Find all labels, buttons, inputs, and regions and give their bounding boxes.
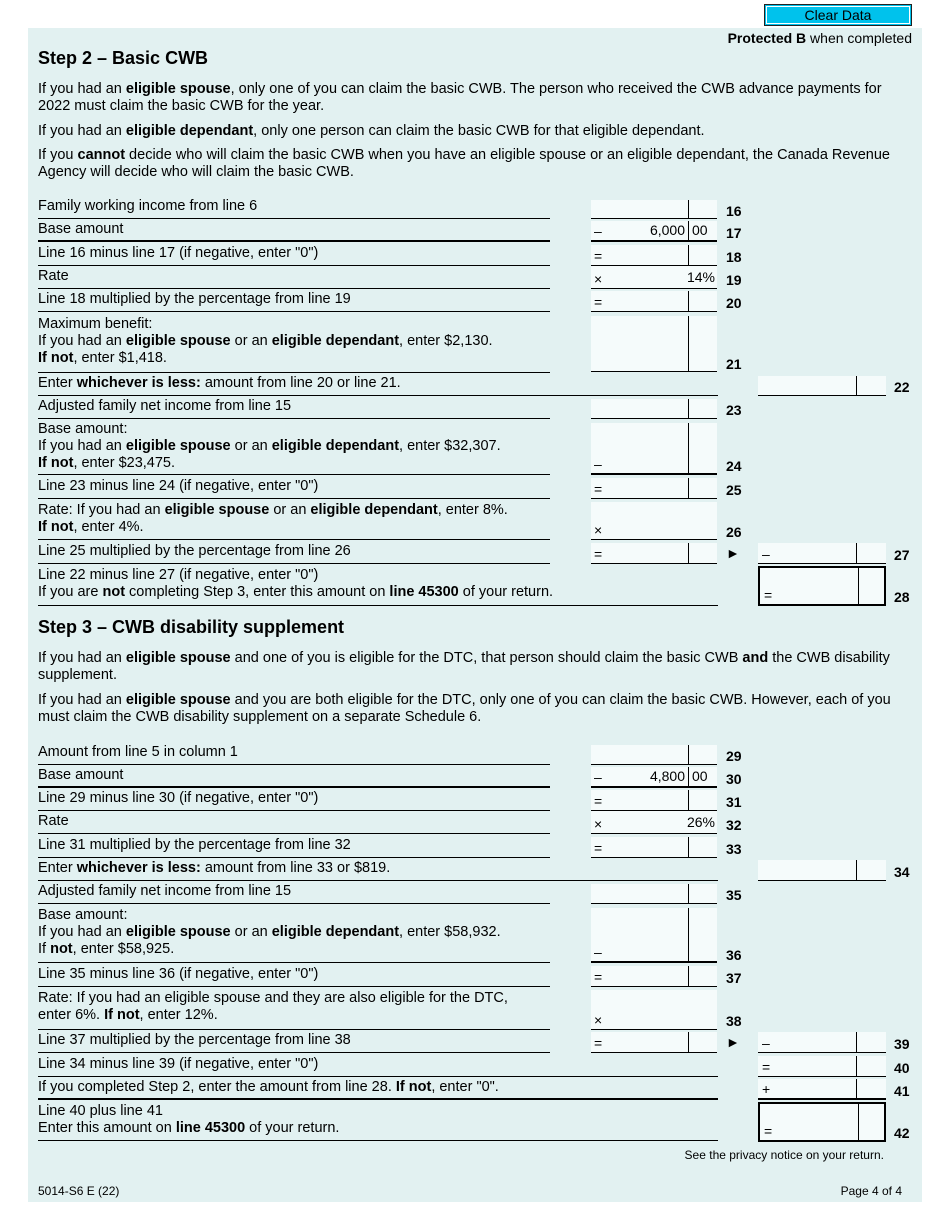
line-33-label: Line 31 multiplied by the percentage from line 32	[38, 837, 550, 858]
line-22-field	[758, 376, 886, 396]
line-27-number: 27	[894, 547, 910, 563]
line-26-label: Rate: If you had an eligible spouse or an eligible dependant, enter 8%. If not, enter 4%.	[38, 502, 550, 540]
minus-sign: –	[594, 223, 602, 239]
line-18-input[interactable]	[611, 247, 685, 263]
line-19-field	[591, 266, 717, 289]
page-number: Page 4 of 4	[840, 1184, 902, 1198]
line-21-field	[591, 316, 717, 372]
privacy-notice: See the privacy notice on your return.	[684, 1148, 884, 1162]
line-32-rate: 26%	[686, 814, 715, 830]
line-40-label: Line 34 minus line 39 (if negative, enter "0")	[38, 1056, 718, 1077]
form-id: 5014-S6 E (22)	[38, 1184, 120, 1198]
minus-sign: –	[762, 546, 770, 562]
line-30-label: Base amount	[38, 767, 550, 788]
line-39-field	[591, 1032, 717, 1053]
step3-paragraph-1: If you had an eligible spouse and one of you is eligible for the DTC, that person should claim the basic CWB and the CWB disability supplement.	[38, 650, 890, 683]
line-37-number: 37	[726, 970, 742, 986]
line-28-number: 28	[894, 589, 910, 605]
protected-b-notice: Protected B when completed	[727, 30, 912, 46]
line-29-label: Amount from line 5 in column 1	[38, 744, 550, 765]
line-37-label: Line 35 minus line 36 (if negative, enter "0")	[38, 966, 550, 987]
line-36-field	[591, 908, 717, 963]
line-27-field	[591, 543, 717, 564]
line-39-label: Line 37 multiplied by the percentage from line 38	[38, 1032, 550, 1053]
line-31-field	[591, 790, 717, 811]
line-37-field	[591, 966, 717, 987]
equals-sign: =	[594, 793, 603, 809]
line-33-input[interactable]	[611, 839, 685, 855]
line-38-label: Rate: If you had an eligible spouse and they are also eligible for the DTC, enter 6%. If not, enter 12%.	[38, 990, 550, 1030]
line-35-label: Adjusted family net income from line 15	[38, 883, 550, 904]
minus-sign: –	[762, 1035, 770, 1051]
line-26-field	[591, 502, 717, 540]
step2-paragraph-3: If you cannot decide who will claim the basic CWB when you have an eligible spouse or an eligible dependant, the Canada Revenue Agency will decide who will claim the basic CWB.	[38, 147, 890, 180]
line-19-number: 19	[726, 272, 742, 288]
line-34-input[interactable]	[778, 862, 854, 878]
line-23-number: 23	[726, 402, 742, 418]
line-33-field	[591, 837, 717, 858]
clear-data-button[interactable]: Clear Data	[764, 4, 912, 26]
line-27-right-field	[758, 543, 886, 564]
line-42-label: Line 40 plus line 41 Enter this amount on line 45300 of your return.	[38, 1103, 718, 1141]
line-38-input[interactable]	[611, 1011, 715, 1027]
equals-sign: =	[764, 1123, 773, 1139]
line-26-input[interactable]	[611, 521, 715, 537]
equals-sign: =	[762, 1059, 771, 1075]
line-27-right-input[interactable]	[778, 545, 854, 561]
line-19-rate: 14%	[686, 269, 715, 285]
line-41-input[interactable]	[778, 1080, 854, 1096]
step2-paragraph-2: If you had an eligible dependant, only one person can claim the basic CWB for that eligible dependant.	[38, 123, 705, 139]
line-22-label: Enter whichever is less: amount from line 20 or line 21.	[38, 375, 718, 396]
line-30-dollars: 4,800	[649, 768, 685, 784]
line-24-label: Base amount: If you had an eligible spouse or an eligible dependant, enter $32,307. If not, enter $23,475.	[38, 421, 550, 475]
line-40-input[interactable]	[778, 1058, 854, 1074]
multiply-sign: ×	[594, 1012, 603, 1028]
line-25-label: Line 23 minus line 24 (if negative, enter "0")	[38, 478, 550, 499]
line-23-label: Adjusted family net income from line 15	[38, 398, 550, 419]
line-29-number: 29	[726, 748, 742, 764]
line-21-number: 21	[726, 356, 742, 372]
line-17-label: Base amount	[38, 221, 550, 242]
line-27-label: Line 25 multiplied by the percentage from line 26	[38, 543, 550, 564]
line-39-input[interactable]	[611, 1034, 685, 1050]
line-24-field	[591, 423, 717, 475]
line-36-number: 36	[726, 947, 742, 963]
line-17-cents: 00	[692, 222, 708, 238]
equals-sign: =	[594, 969, 603, 985]
line-40-field	[758, 1056, 886, 1077]
line-21-input[interactable]	[611, 353, 685, 369]
line-20-input[interactable]	[611, 293, 685, 309]
line-41-field	[758, 1079, 886, 1100]
step3-title: Step 3 – CWB disability supplement	[38, 617, 345, 637]
line-30-number: 30	[726, 771, 742, 787]
equals-sign: =	[594, 481, 603, 497]
step2-paragraph-1: If you had an eligible spouse, only one of you can claim the basic CWB. The person who received the CWB advance payments for 2022 must claim the basic CWB for the year.	[38, 81, 882, 114]
equals-sign: =	[594, 248, 603, 264]
line-32-field	[591, 811, 717, 834]
line-41-number: 41	[894, 1083, 910, 1099]
line-18-field	[591, 245, 717, 266]
line-21-label: Maximum benefit: If you had an eligible spouse or an eligible dependant, enter $2,130. If not, enter $1,418.	[38, 316, 550, 373]
line-31-number: 31	[726, 794, 742, 810]
multiply-sign: ×	[594, 522, 603, 538]
equals-sign: =	[594, 1035, 603, 1051]
line-18-number: 18	[726, 249, 742, 265]
line-32-label: Rate	[38, 813, 550, 834]
line-16-field	[591, 200, 717, 219]
line-40-number: 40	[894, 1060, 910, 1076]
line-36-input[interactable]	[611, 943, 685, 959]
arrow-right-icon: ►	[726, 545, 740, 561]
line-29-field	[591, 745, 717, 765]
line-37-input[interactable]	[611, 968, 685, 984]
line-34-field	[758, 860, 886, 881]
line-34-label: Enter whichever is less: amount from line 33 or $819.	[38, 860, 718, 881]
line-20-number: 20	[726, 295, 742, 311]
line-39-right-field	[758, 1032, 886, 1053]
line-16-label: Family working income from line 6	[38, 198, 550, 219]
line-42-field	[758, 1102, 886, 1142]
line-20-label: Line 18 multiplied by the percentage from line 19	[38, 291, 550, 312]
line-42-number: 42	[894, 1125, 910, 1141]
line-25-number: 25	[726, 482, 742, 498]
line-30-cents: 00	[692, 768, 708, 784]
line-30-field	[591, 767, 717, 788]
line-20-field	[591, 291, 717, 312]
line-17-field	[591, 221, 717, 242]
minus-sign: –	[594, 944, 602, 960]
equals-sign: =	[594, 546, 603, 562]
plus-sign: +	[762, 1081, 771, 1097]
line-19-label: Rate	[38, 268, 550, 289]
line-17-number: 17	[726, 225, 742, 241]
line-39-number: 39	[894, 1036, 910, 1052]
equals-sign: =	[594, 294, 603, 310]
line-31-input[interactable]	[611, 792, 685, 808]
line-16-input[interactable]	[611, 200, 685, 216]
multiply-sign: ×	[594, 271, 603, 287]
line-23-field	[591, 399, 717, 419]
equals-sign: =	[764, 587, 773, 603]
line-28-input[interactable]	[780, 586, 852, 602]
multiply-sign: ×	[594, 816, 603, 832]
line-39-right-input[interactable]	[778, 1034, 854, 1050]
line-34-number: 34	[894, 864, 910, 880]
line-25-input[interactable]	[611, 480, 685, 496]
equals-sign: =	[594, 840, 603, 856]
line-36-label: Base amount: If you had an eligible spouse or an eligible dependant, enter $58,932. If not, enter $58,925.	[38, 907, 550, 963]
line-27-input[interactable]	[611, 545, 685, 561]
step2-title: Step 2 – Basic CWB	[38, 48, 209, 68]
line-26-number: 26	[726, 524, 742, 540]
line-24-input[interactable]	[611, 455, 685, 471]
line-28-label: Line 22 minus line 27 (if negative, enter "0") If you are not completing Step 3, enter this amount on line 45300 of your return.	[38, 567, 718, 606]
line-16-number: 16	[726, 203, 742, 219]
line-22-input[interactable]	[778, 377, 854, 393]
line-25-field	[591, 478, 717, 499]
line-41-label: If you completed Step 2, enter the amount from line 28. If not, enter "0".	[38, 1079, 718, 1100]
line-23-input[interactable]	[611, 400, 685, 416]
line-31-label: Line 29 minus line 30 (if negative, enter "0")	[38, 790, 550, 811]
line-33-number: 33	[726, 841, 742, 857]
line-42-input[interactable]	[780, 1122, 852, 1138]
minus-sign: –	[594, 769, 602, 785]
line-35-number: 35	[726, 887, 742, 903]
step3-paragraph-2: If you had an eligible spouse and you are both eligible for the DTC, only one of you can claim the basic CWB. However, each of you must claim the CWB disability supplement on a separate Schedule 6.	[38, 692, 891, 725]
minus-sign: –	[594, 456, 602, 472]
line-38-field	[591, 990, 717, 1030]
line-18-label: Line 16 minus line 17 (if negative, enter "0")	[38, 245, 550, 266]
line-32-number: 32	[726, 817, 742, 833]
line-38-number: 38	[726, 1013, 742, 1029]
line-17-dollars: 6,000	[649, 222, 685, 238]
line-28-field	[758, 566, 886, 606]
line-35-field	[591, 884, 717, 904]
arrow-right-icon: ►	[726, 1034, 740, 1050]
line-35-input[interactable]	[611, 885, 685, 901]
line-22-number: 22	[894, 379, 910, 395]
line-29-input[interactable]	[611, 746, 685, 762]
line-24-number: 24	[726, 458, 742, 474]
